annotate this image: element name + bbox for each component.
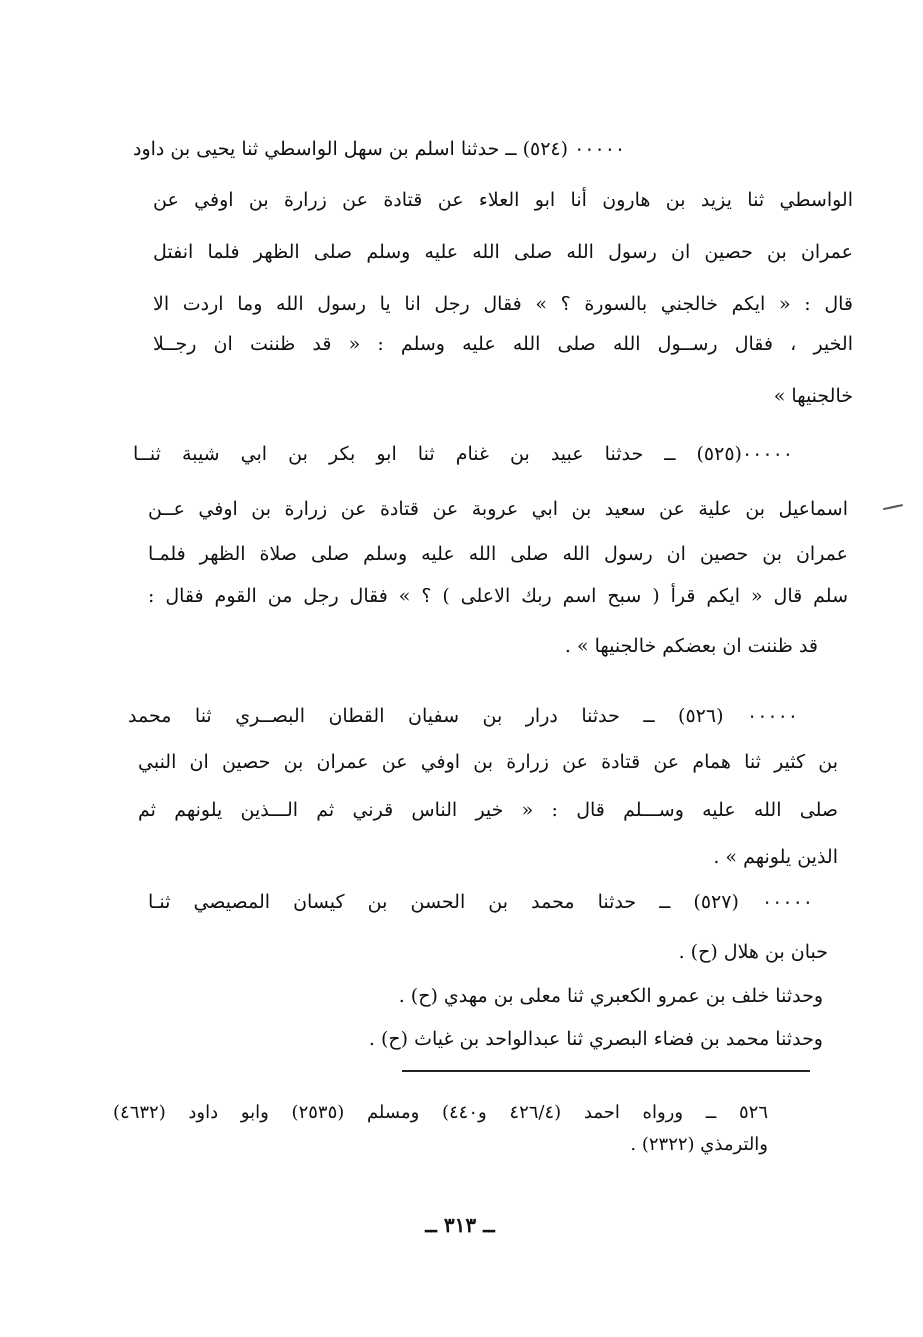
hadith-525-line-1: ٠٠٠٠٠(٥٢٥) ــ حدثنا عبيد بن غنام ثنا ابو بكر بن ابي شيبة ثنــا bbox=[133, 443, 793, 465]
page-number: ــ ٣١٣ ــ bbox=[425, 1213, 495, 1237]
hadith-525-line-3: عمران بن حصين ان رسول الله صلى الله عليه وسلم صلى صلاة الظهر فلمـا bbox=[148, 543, 848, 565]
hadith-524-line-2: الواسطي ثنا يزيد بن هارون أنا ابو العلاء عن قتادة عن زرارة بن اوفي عن bbox=[153, 189, 853, 211]
hadith-524-line-5: الخير ، فقال رســول الله صلى الله عليه وسلم : « قد ظننت ان رجــلا bbox=[153, 333, 853, 355]
hadith-525-line-5: قد ظننت ان بعضكم خالجنيها » . bbox=[564, 635, 818, 657]
footnote-separator bbox=[402, 1070, 810, 1072]
hadith-525-line-4: سلم قال « ايكم قرأ ( سبح اسم ربك الاعلى ) ؟ » فقال رجل من القوم فقال : bbox=[148, 585, 848, 607]
footnote-line-2: والترمذي (٢٣٢٢) . bbox=[630, 1134, 768, 1155]
hadith-526-line-3: صلى الله عليه وســـلم قال : « خير الناس قرني ثم الـــذين يلونهم ثم bbox=[138, 799, 838, 821]
hadith-524-line-3: عمران بن حصين ان رسول الله صلى الله عليه وسلم صلى الظهر فلما انفتل bbox=[153, 241, 853, 263]
hadith-527-line-1: ٠٠٠٠٠ (٥٢٧) ــ حدثنا محمد بن الحسن بن كيسان المصيصي ثنـا bbox=[148, 891, 813, 913]
hadith-526-line-2: بن كثير ثنا همام عن قتادة عن زرارة بن اوفي عن عمران بن حصين ان النبي bbox=[138, 751, 838, 773]
hadith-524-line-6: خالجنيها » bbox=[773, 385, 853, 407]
hadith-527-line-2: حبان بن هلال (ح) . bbox=[678, 941, 828, 963]
hadith-525-line-2: اسماعيل بن علية عن سعيد بن ابي عروبة عن قتادة عن زرارة بن اوفي عــن bbox=[148, 498, 848, 520]
margin-mark bbox=[883, 504, 905, 520]
hadith-524-line-1: ٠٠٠٠٠ (٥٢٤) ــ حدثنا اسلم بن سهل الواسطي ثنا يحيى بن داود bbox=[133, 138, 626, 160]
hadith-526-line-1: ٠٠٠٠٠ (٥٢٦) ــ حدثنا درار بن سفيان القطان البصــري ثنا محمد bbox=[128, 705, 799, 727]
hadith-524-line-4: قال : « ايكم خالجني بالسورة ؟ » فقال رجل انا يا رسول الله وما اردت الا bbox=[153, 293, 853, 315]
hadith-527-line-4: وحدثنا محمد بن فضاء البصري ثنا عبدالواحد بن غياث (ح) . bbox=[368, 1028, 823, 1050]
hadith-526-line-4: الذين يلونهم » . bbox=[713, 846, 838, 868]
footnote-line-1: ٥٢٦ ــ ورواه احمد (٤٢٦/٤ و٤٤٠) ومسلم (٢٥٣٥) وابو داود (٤٦٣٢) bbox=[113, 1102, 769, 1123]
hadith-527-line-3: وحدثنا خلف بن عمرو الكعبري ثنا معلى بن مهدي (ح) . bbox=[398, 985, 823, 1007]
